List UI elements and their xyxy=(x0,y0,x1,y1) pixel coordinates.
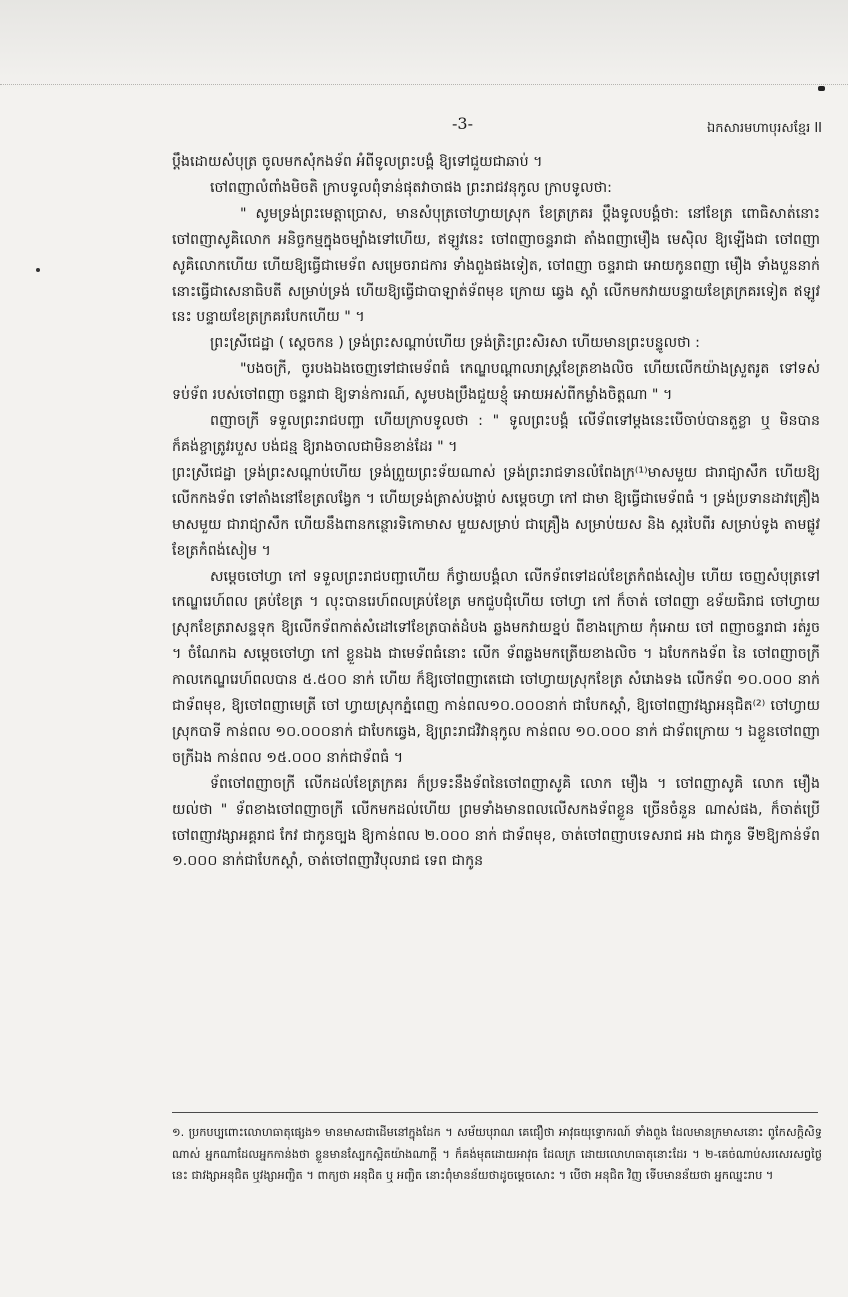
footnote-text: ១. ប្រកបប្បពោះលោហធាតុផ្សេង១ មានមាសជាដើមនៅក្នុងដែក ។ សម័យបុរាណ គេជឿថា អាវុធយុទ្ធោករណ៍ ទាំងពួង ដែលមានក្រមាសនោះ ពូកែសក្តិសិទ្ធណាស់ អ្នកណាដែលអ្នកកាន់ងថា ខ្លួនមានស្បែកស្អិតយ៉ាងណាក្តី ។ ក៏គង់មុតដោយអាវុធ ដែលក្រ ដោយលោហធាតុនោះដែរ ។ ២-គេច់ណាប់សរសេរសព្វថ្ងៃនេះ ជាវង្សាអនុជិត ឬវង្សាអញ្ជិត ។ ពាក្យថា អនុជិត ឬ អញ្ជិត នោះពុំមានន័យថាដូចម្ដេចសោះ ។ បើថា អនុជិត វិញ ទើបមានន័យថា អ្នកឈ្នះរាប ។ xyxy=(172,1125,822,1182)
scan-dotted-line xyxy=(0,84,848,85)
paragraph: ចៅពញាលំពាំងមិចតិ ក្រាបទូលពុំទាន់ផុតវាចាផង ព្រះរាជវនុកូល ក្រាបទូលថា: xyxy=(210,179,612,196)
paragraph: ពញាចក្រី ទទួលព្រះរាជបញ្ជា ហើយក្រាបទូលថា : " ទូលព្រះបង្គំ លើទ័ពទៅម្ដងនេះបើចាប់បានតួខ្លា ឬ មិនបាន ក៏គង់ខ្ចាត្រូវរបួស បង់ជន្ម ឱ្យរាងចាលជាមិនខាន់ដែរ " ។ xyxy=(172,413,820,455)
paragraph: សម្ដេចចៅហ្វា កៅ ទទួលព្រះរាជបញ្ជាហើយ ក៏ថ្វាយបង្គំលា លើកទ័ពទៅដល់ខែត្រកំពង់សៀម ហើយ ចេញសំបុត្រទៅកេណ្ឌរេហ៍ពល គ្រប់ខែត្រ ។ លុះបានរេហ៍ពលគ្រប់ខែត្រ មកជួបជុំហើយ ចៅហ្វា កៅ ក៏ចាត់ ចៅពញា ឧទ័យធិរាជ ចៅហ្វាយស្រុកខែត្ររាសន្ទទុក ឱ្យលើកទ័ពកាត់សំដៅទៅខែត្របាត់ដំបង ឆ្លងមកវាយខ្នប់ ពីខាងក្រោយ កុំអោយ ចៅ ពញាចន្ទរាជា រត់រួច ។ ចំណែកឯ សម្ដេចចៅហ្វា កៅ ខ្លួនឯង ជាមេទ័ពធំនោះ លើក ទ័ពឆ្លងមកត្រើយខាងលិច ។ ឯបែកកងទ័ព នៃ ចៅពញាចក្រី កាលកេណ្ឌរេហ៍ពលបាន ៥.៥០០ នាក់ ហើយ ក៏ឱ្យចៅពញាតេជោ ចៅហ្វាយស្រុកខែត្រ សំរោងទង លើកទ័ព ១០.០០០ នាក់ ជាទ័ពមុខ, ឱ្យចៅពញាមេត្រី ចៅ ហ្វាយស្រុកភ្នំពេញ កាន់ពល១០.០០០នាក់ ជាបែកស្ដាំ, ឱ្យចៅពញាវង្សាអនុជិត⁽²⁾ ចៅហ្វាយស្រុកបាទី កាន់ពល ១០.០០០នាក់ ជាបែកឆ្វេង, ឱ្យព្រះរាជវិវានុកូល កាន់ពល ១០.០០០ នាក់ ជាទ័ពក្រោយ ។ ឯខ្លួនចៅពញា ចក្រីឯង កាន់ពល ១៥.០០០ នាក់ជាទ័ពធំ ។ xyxy=(172,568,820,766)
scan-shadow xyxy=(0,0,848,92)
paragraph: ទ័ពចៅពញាចក្រី លើកដល់ខែត្រក្រគរ ក៏ប្រទះនឹងទ័ពនៃចៅពញាសូគិ លោក មឿង ។ ចៅពញាសូគិ លោក មឿង យល់ថា " ទ័ពខាងចៅពញាចក្រី លើកមកដល់ហើយ ព្រមទាំងមានពលលើសកងទ័ពខ្លួន ច្រើនចំនួន ណាស់ផង, ក៏ចាត់ប្រើចៅពញាវង្សាអគ្គរាជ កែវ ជាកូនច្បង ឱ្យកាន់ពល ២.០០០ នាក់ ជាទ័ពមុខ, ចាត់ចៅពញាបទេសរាជ អង ជាកូន ទី២ឱ្យកាន់ទ័ព ១.០០០ នាក់ជាបែកស្ដាំ, ចាត់ចៅពញាវិបុលរាជ ទេព ជាកូន xyxy=(172,775,820,870)
paragraph: ប្ដឹងដោយសំបុត្រ ចូលមកសុំកងទ័ព អំពីទូលព្រះបង្គំ ឱ្យទៅជួយជាឆាប់ ។ xyxy=(172,154,543,170)
scan-speck xyxy=(36,268,40,272)
paragraph: ព្រះស្រីជេដ្ឋា ទ្រង់ព្រះសណ្ដាប់ហើយ ទ្រង់ព្រួយព្រះទ័យណាស់ ទ្រង់ព្រះរាជទានលំពែងក្រ⁽¹⁾មាសមួយ ជារាជ្យាសឹក ហើយឱ្យលើកកងទ័ព ទៅតាំងនៅខែត្រលង្វែក ។ ហើយទ្រង់ត្រាស់បង្គាប់ សម្ដេចហ្វា កៅ ជាមា ឱ្យធ្វើជាមេទ័ពធំ ។ ទ្រង់ប្រទានដាវគ្រឿងមាសមួយ ជារាជ្យាសឹក ហើយនឹងពានកន្ថោរទិកោមាស មួយសម្រាប់ ជាគ្រឿង សម្រាប់យស និង ស្ករបៃពីរ សម្រាប់ទូង តាមផ្លូវខែត្រកំពង់សៀម ។ xyxy=(172,464,820,559)
footnotes xyxy=(172,1122,822,1187)
paragraph: ព្រះស្រីជេដ្ឋា ( ស្ដេចកន ) ទ្រង់ព្រះសណ្ដាប់ហើយ ទ្រង់ត្រិះព្រះសិរសា ហើយមានព្រះបន្ទូលថា : xyxy=(210,335,700,352)
paragraph: " សូមទ្រង់ព្រះមេត្តាប្រោស, មានសំបុត្រចៅហ្វាយស្រុក ខែត្រក្រគរ ប្ដឹងទូលបង្គំថា: នៅខែត្រ ពោធិសាត់នោះ ចៅពញាសូគិលោក អនិច្ចកម្មក្នុងចម្បាំងទៅហើយ, ឥឡូវនេះ ចៅពញាចន្ទរាជា តាំងពញាមឿង មេស៊ិល ឱ្យឡើងជា ចៅពញា សូគិលោកហើយ ហើយឱ្យធ្វើជាមេទ័ព សម្រេចរាជការ ទាំងពួងផងទៀត, ចៅពញា ចន្ទរាជា អោយកូនពញា មឿង ទាំងបួននាក់នោះធ្វើជាសេនាធិបតី សម្រាប់ទ្រង់ ហើយឱ្យធ្វើជាបាឡាត់ទ័ពមុខ ក្រោយ ឆ្វេង ស្ដាំ លើកមកវាយបន្ទាយខែត្រក្រគរទៀត ឥឡូវនេះ បន្ទាយខែត្រក្រគរបែកហើយ " ។ xyxy=(172,205,820,326)
scan-corner-mark xyxy=(818,86,825,91)
footnote-divider xyxy=(172,1112,818,1113)
page-number: -3- xyxy=(452,114,473,133)
body-text xyxy=(172,150,820,875)
running-head: ឯកសារមហាបុរសខ្មែរ II xyxy=(707,121,822,136)
paragraph: "បងចក្រី, ចូរបងឯងចេញទៅជាមេទ័ពធំ កេណ្ឌបណ្ដាលរាស្ត្រខែត្រខាងលិច ហើយលើកយ៉ាងស្រួតរូត ទៅទស់ ទប់ទ័ព របស់ចៅពញា ចន្ទរាជា ឱ្យទាន់ការណ៍, សូមបងប្រឹងជួយខ្ញុំ អោយអស់ពីកម្លាំងចិត្តណា " ។ xyxy=(172,361,820,404)
